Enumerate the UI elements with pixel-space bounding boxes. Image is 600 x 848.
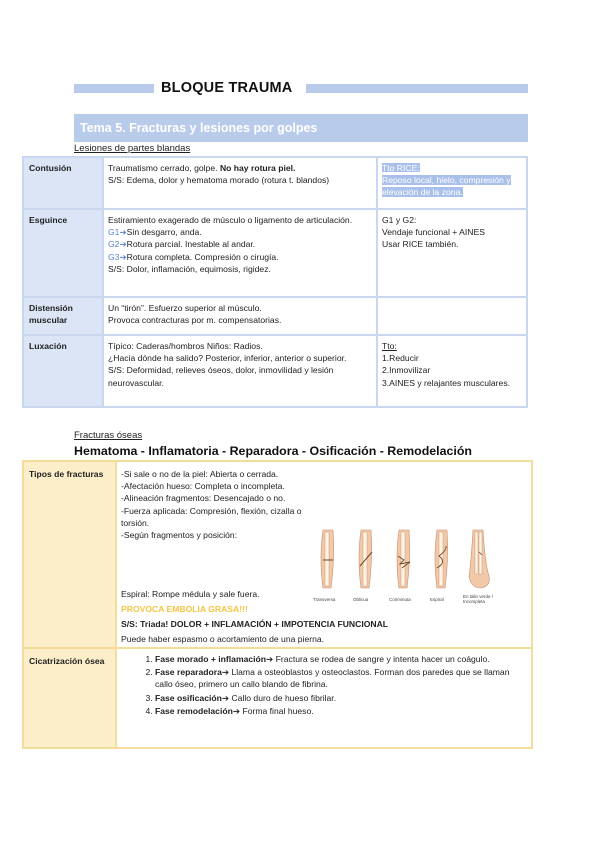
title-bar-right [306, 84, 528, 93]
row-description [116, 461, 532, 648]
image-caption: En tallo verde / Incompleta [463, 594, 494, 604]
desc-text: S/S: Edema, dolor y hematoma morado (rotura t. blandos) [108, 175, 330, 186]
tto-text: Vendaje funcional + AINES [382, 227, 485, 238]
desc-text: Traumatismo cerrado, golpe. [108, 163, 220, 173]
desc-text: Típico: Caderas/hombros Niños: Radios. [108, 341, 263, 351]
row-title: Tipos de fracturas [23, 461, 116, 648]
grade-text: Sin desgarro, anda. [126, 227, 202, 238]
phases-title: Hematoma - Inflamatoria - Reparadora - Osificación - Remodelación [74, 444, 472, 458]
phase-text: Callo duro de hueso fibrilar. [229, 692, 337, 703]
phase-name: Fase morado + inflamación➔ [155, 654, 274, 664]
comminuted-fracture-image [389, 528, 419, 590]
title-row [74, 80, 528, 98]
soft-tissue-table [22, 156, 528, 408]
table-row [23, 297, 527, 335]
tto-title: Tto: [382, 341, 397, 351]
phase-text: Fractura se rodea de sangre y intenta hacer un coágulo. [273, 654, 490, 664]
tto-text: 1.Reducir [382, 353, 419, 364]
greenstick-fracture-image [465, 528, 495, 590]
tto-text: 2.Inmovilizar [382, 365, 431, 376]
title-bar-left [74, 84, 154, 93]
list-item: -Si sale o no de la piel: Abierta o cerrada. [121, 469, 279, 479]
list-item [155, 692, 527, 704]
row-title: Distensión muscular [23, 297, 103, 335]
row-treatment [377, 297, 527, 335]
grade-label: G2➔ [108, 239, 127, 250]
list-item: -Según fragmentos y posición: [121, 530, 238, 541]
list-item [155, 653, 527, 665]
table-row [23, 209, 527, 297]
phase-name: Fase remodelación➔ [155, 705, 241, 716]
spasm-note: Puede haber espasmo o acortamiento de una pierna. [121, 634, 325, 644]
image-caption: Oblicua [353, 597, 369, 602]
row-treatment [377, 209, 527, 297]
tto-text: 3.AINES y relajantes musculares. [382, 377, 511, 388]
tto-title: Tto RICE: [382, 163, 420, 173]
tto-text: G1 y G2: [382, 215, 417, 225]
row-treatment [377, 335, 527, 407]
list-item: -Afectación hueso: Completa o incompleta. [121, 481, 285, 492]
table-row [23, 335, 527, 407]
desc-text: Estiramiento exagerado de músculo o ligamento de articulación. [108, 215, 353, 225]
desc-text: Un “tirón”. Esfuerzo superior al músculo. [108, 303, 262, 313]
healing-phases-list [141, 653, 527, 717]
row-treatment [377, 157, 527, 209]
desc-text: Provoca contracturas por m. compensatorias. [108, 315, 282, 326]
list-item [155, 705, 527, 717]
row-description [103, 297, 377, 335]
spiral-fracture-image [427, 528, 457, 590]
row-title: Cicatrización ósea [23, 648, 116, 748]
image-caption: Espiral [430, 597, 444, 602]
grade-text: Rotura parcial. Inestable al andar. [126, 239, 256, 250]
phase-name: Fase reparadora➔ [155, 667, 230, 678]
row-description [103, 335, 377, 407]
fracture-illustrations [313, 528, 499, 604]
phase-text: Llama a osteoblastos y osteoclastos. Forman dos paredes que se llaman callo óseo, primero un callo blando de fibrina. [155, 667, 510, 690]
image-caption: Transversa [313, 597, 336, 602]
list-item: -Fuerza aplicada: Compresión, flexión, cizalla o torsión. [121, 505, 302, 528]
phase-name: Fase osificación➔ [155, 692, 230, 703]
image-caption: Conminuta [389, 597, 411, 602]
table-row [23, 648, 532, 748]
row-title: Luxación [23, 335, 103, 407]
grade-label: G3➔ [108, 251, 127, 262]
desc-text: S/S: Dolor, inflamación, equimosis, rigidez. [108, 263, 271, 274]
row-title: Contusión [23, 157, 103, 209]
fat-embolism-warning: PROVOCA EMBOLIA GRASA!!! [121, 604, 248, 614]
list-item [155, 666, 527, 690]
grade-label: G1➔ [108, 227, 127, 238]
fractures-table [22, 460, 533, 749]
transverse-fracture-image [313, 528, 343, 590]
row-description [103, 157, 377, 209]
tto-text: Usar RICE también. [382, 239, 459, 250]
spiral-note: Espiral: Rompe médula y sale fuera. [121, 589, 260, 599]
soft-tissue-label: Lesiones de partes blandas [74, 143, 191, 154]
grade-text: Rotura completa. Compresión o cirugía. [126, 251, 279, 262]
list-item: -Alineación fragmentos: Desencajado o no. [121, 493, 286, 504]
desc-bold: No hay rotura piel. [219, 163, 296, 173]
fractures-label: Fracturas óseas [74, 430, 143, 441]
oblique-fracture-image [351, 528, 381, 590]
row-description [103, 209, 377, 297]
desc-text: S/S: Deformidad, relieves óseos, dolor, inmovilidad y lesión neurovascular. [108, 365, 334, 388]
table-row [23, 157, 527, 209]
page-title: BLOQUE TRAUMA [161, 80, 293, 96]
tto-text: Reposo local, hielo, compresión y elevación de la zona. [382, 175, 511, 198]
row-description [116, 648, 532, 748]
row-title: Esguince [23, 209, 103, 297]
symptoms-triad: S/S: Triada! DOLOR + INFLAMACIÓN + IMPOTENCIA FUNCIONAL [121, 619, 389, 629]
topic-header: Tema 5. Fracturas y lesiones por golpes [74, 114, 528, 142]
table-row [23, 461, 532, 648]
phase-text: Forma final hueso. [240, 705, 314, 716]
desc-text: ¿Hacia dónde ha salido? Posterior, inferior, anterior o superior. [108, 353, 347, 364]
